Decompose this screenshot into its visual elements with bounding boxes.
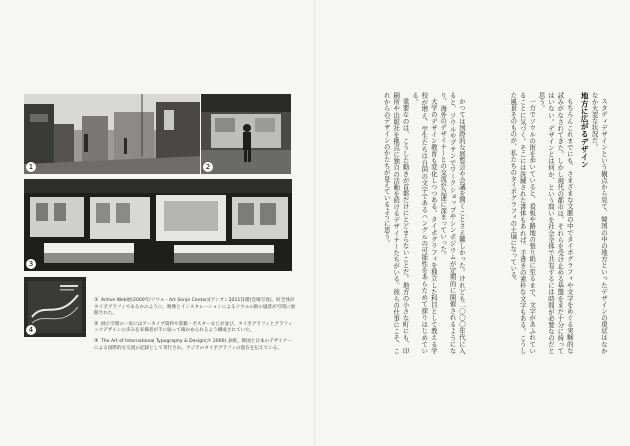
- article-paragraph: 一方でソウルの街を歩いていると、看板や路地の張り紙に至るまで、文字があふれていることに気づく。そこには洗練された書体もあれば、手書きの素朴な文字もある。こうした風景そのものが、私たちのタイポグラフィの土壌になっている。: [509, 92, 537, 354]
- caption-2: [94, 321, 296, 335]
- section-heading: 地方に広がるデザイン: [580, 92, 590, 168]
- photo-number-4: 4: [26, 325, 36, 335]
- caption-2-mark: ②: [94, 320, 99, 327]
- street-scene-image: [24, 94, 200, 174]
- caption-3-text: The Art of International Typography & Design(ホ 2006) 表紙。韓国と日本のデザイナーによる国際的な交流の記録として刊行され、アジアのタイポグラフィの現在を伝えている。: [94, 338, 292, 351]
- book-cover-photo: [24, 277, 86, 337]
- street-scene-photo: [24, 94, 200, 174]
- caption-1: [94, 297, 296, 318]
- photo-number-2: 2: [203, 162, 213, 172]
- article-column-right: [470, 92, 608, 354]
- article-paragraph: かつては国際的な展覧会や会議を開くことさえ難しかった。けれども二〇〇〇年代に入ると、ソウルやプサンでワークショップやシンポジウムが定期的に開催されるようになり、海外のデザイナーとの交流が急速に深まっていった。: [439, 92, 466, 354]
- article-paragraph: もちろんこれまでにも、さまざまな文脈の中でタイポグラフィや文字をめぐる実験的な試みがなされてきた。しかし現代の都市は、それらを受け止める基盤をまだ十分に持ってはいない。デザインとは何か、という問いを社会全体で共有するには時間が必要なのだと思う。: [537, 92, 574, 354]
- photo-captions: [94, 297, 296, 355]
- caption-3-mark: ③: [94, 337, 99, 344]
- article-column-left: [326, 92, 466, 354]
- caption-1-text: Active Web展(2000年/ソウル・Art Sonje Center)[アンサン2011]1階(会場写真)。町全体がタイポグラフィであるかのように、映像とインスタレーションによるソウルの街の風景が空間に展開された。: [94, 298, 296, 317]
- caption-2-text: 展示空間の一角にはアーカイブ資料や書籍・ポスターなどが並び、タイポグラフィとグラフィックデザインの歩みを来場者が手に取って確かめられるよう構成されていた。: [94, 321, 293, 334]
- page-gutter: [314, 0, 316, 446]
- gallery-interior-photo: [201, 94, 291, 174]
- article-paragraph: 大学のデザイン教育も変化しつつある。タイポグラフィを独立した科目として教える学校が増え、学生たちは自国の文字であるハングルの可能性をあらためて探りはじめている。: [410, 92, 438, 354]
- photo-number-3: 3: [26, 259, 36, 269]
- photo-number-1: 1: [26, 162, 36, 172]
- article-paragraph: スタディデザインという観点から見て、韓国の中の地方といったデザインの現状はなかなか大変な状況だ。: [590, 92, 608, 354]
- exhibition-hall-image: [24, 179, 292, 271]
- exhibition-hall-photo: [24, 179, 292, 271]
- caption-3: [94, 338, 296, 352]
- caption-1-mark: ①: [94, 297, 99, 303]
- gallery-interior-image: [201, 94, 291, 174]
- article-paragraph: 重要なのは、こうした動きが首都だけにとどまらないことだ。地方の小さな町にも、印刷所や出版社を拠点に独自の活動を続けるデザイナーたちがいる。彼らの仕事にこそ、これからのデザインのかたちが見えているように思う。: [382, 92, 410, 354]
